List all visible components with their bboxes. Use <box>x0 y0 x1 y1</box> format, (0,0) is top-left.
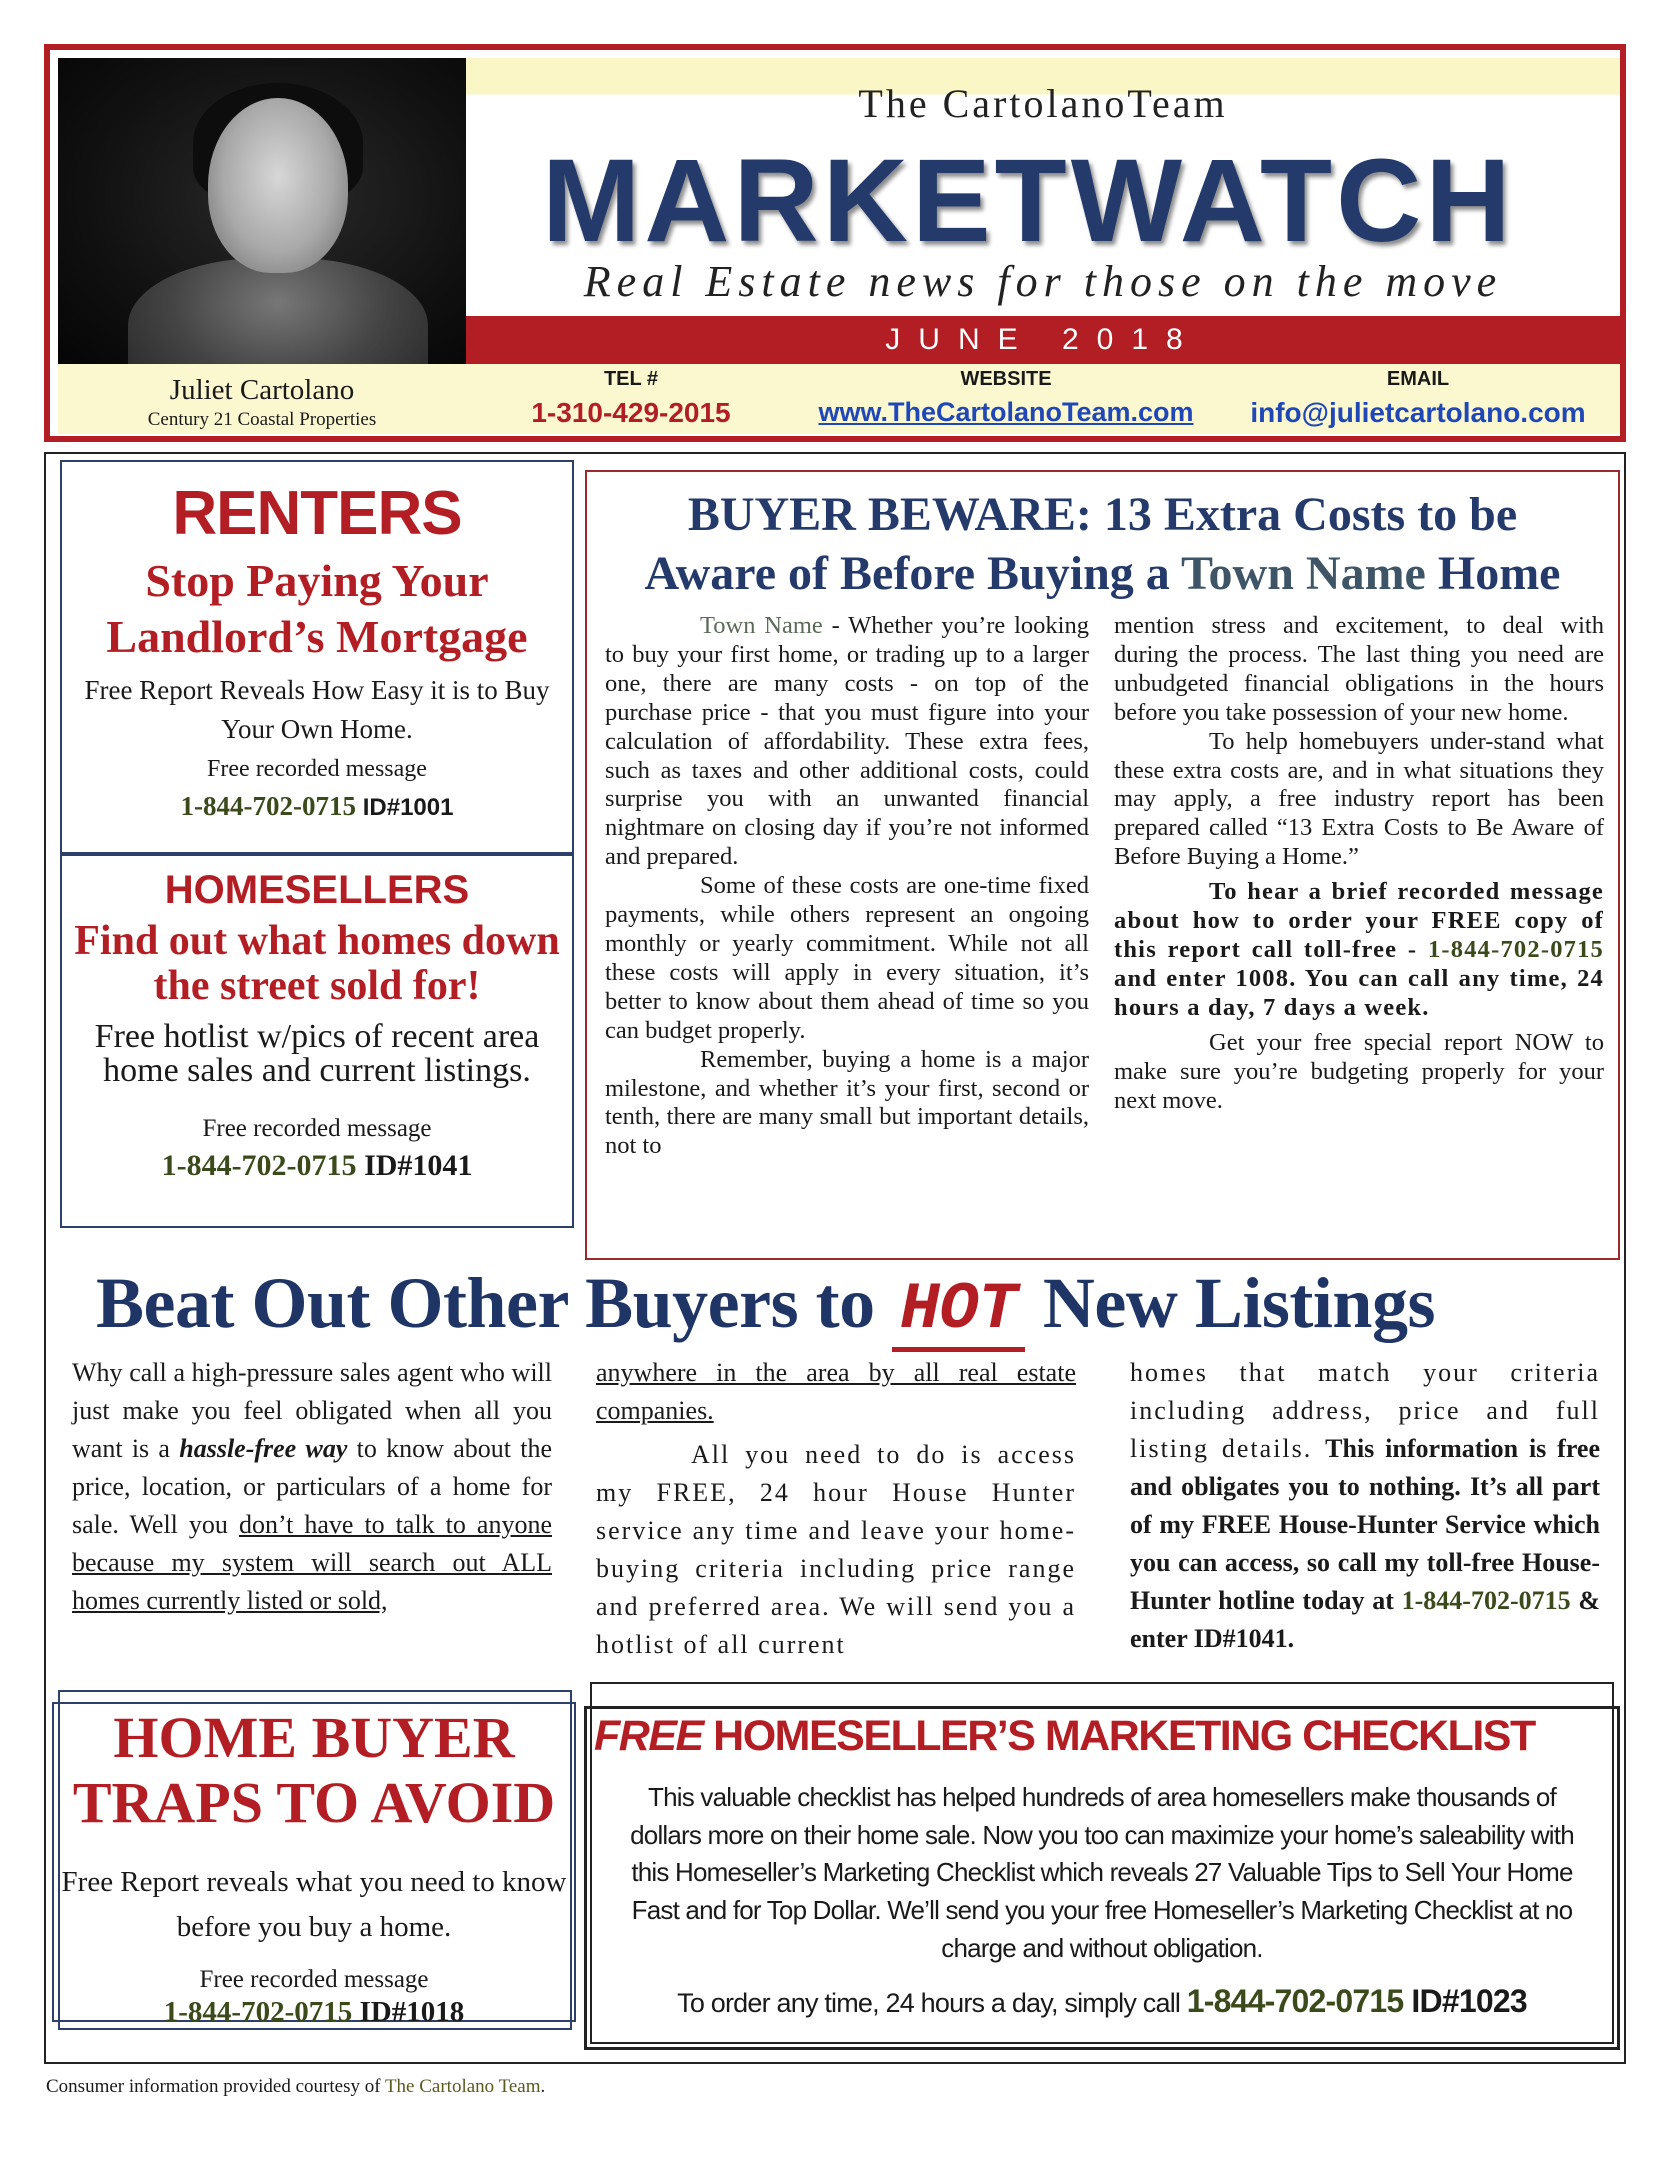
marketing-checklist-ad <box>590 1712 1614 2020</box>
article-title <box>587 486 1618 603</box>
article-call-to-action <box>1114 878 1604 1023</box>
website-block <box>796 364 1216 434</box>
renters-subheading: Stop Paying Your Landlord’s Mortgage <box>106 555 528 663</box>
article-column-1 <box>605 612 1089 1161</box>
footer-team: The Cartolano Team <box>384 2076 541 2097</box>
renters-text: Free Report Reveals How Easy it is to Buy Your Own Home. <box>84 675 550 745</box>
homesellers-ad <box>60 854 574 1228</box>
homesellers-text: Free hotlist w/pics of recent area home sales and current listings. <box>94 1017 540 1090</box>
issue-date: JUNE 2018 <box>466 316 1620 364</box>
col1-underlined: don’t have to talk to anyone because my system will search out ALL homes currently listed or sold, <box>72 1509 552 1615</box>
col2-text: All you need to do is access my FREE, 24 hour House Hunter service any time and leave your home-buying criteria including price range and preferred area. We will send you a hotlist of all current <box>596 1439 1076 1659</box>
agent-photo <box>58 58 466 364</box>
article-column-2 <box>1114 612 1604 1115</box>
article-paragraph <box>605 612 1089 872</box>
checklist-order-text: To order any time, 24 hours a day, simply call <box>677 1988 1187 2019</box>
title-town-name: Town Name <box>1180 546 1426 600</box>
renters-message-label: Free recorded message <box>207 755 427 782</box>
article-paragraph: Get your free special report NOW to make sure you’re budgeting properly for your next move. <box>1114 1028 1604 1114</box>
checklist-heading <box>590 1712 1614 1761</box>
masthead <box>44 44 1626 442</box>
email-label: EMAIL <box>1386 368 1450 390</box>
team-title: The CartolanoTeam <box>858 81 1228 126</box>
cta-text-end: and enter 1008. You can call any time, 24 hours a day, 7 days a week. <box>1114 964 1604 1021</box>
col2-underlined: anywhere in the area by all real estate companies. <box>596 1358 1076 1425</box>
article-paragraph: To help homebuyers under-stand what these extra costs are, and in what situations they may apply, a free industry report has been prepared called “13 Extra Costs to Be Aware of Before Buying a Home.” <box>1114 727 1604 871</box>
article-paragraph: Some of these costs are one-time fixed payments, while others represent an ongoing monthly or yearly commitment. While not all these costs will apply in every situation, it’s better to know about them ahead of time so you can budget properly. <box>605 872 1089 1044</box>
homesellers-heading: HOMESELLERS <box>164 868 470 912</box>
website-link[interactable]: www.TheCartolanoTeam.com <box>818 397 1194 427</box>
checklist-order <box>590 1983 1614 2020</box>
checklist-phone[interactable]: 1-844-702-0715 <box>1186 1983 1404 2020</box>
tel-label: TEL # <box>603 368 659 390</box>
intro-text: - Whether you’re looking to buy your first home, or trading up to a larger one, there are many costs - on top of the purchase price - that you must figure into your calculation of affordability. These extra fees, such as taxes and other additional costs, could surprise you with an unwanted financial nightmare on closing day if you’re not informed and prepared. <box>605 612 1089 871</box>
footer-end: . <box>540 2076 546 2097</box>
col3-bold: This information is free and obligates you to nothing. It’s all part of my FREE House-Hunter Service which you can access, so call my toll-free House-Hunter hotline today at <box>1130 1433 1600 1615</box>
tagline: Real Estate news for those on the move <box>583 257 1503 306</box>
checklist-free: FREE <box>594 1712 703 1760</box>
renters-phone[interactable]: 1-844-702-0715 <box>180 790 356 821</box>
article-title-line1: BUYER BEWARE: 13 Extra Costs to be <box>687 488 1518 541</box>
agent-info <box>58 364 466 434</box>
hot-listings-column-2 <box>596 1354 1076 1664</box>
traps-id: ID#1018 <box>359 1995 465 2028</box>
hot-listings-column-3 <box>1130 1354 1600 1658</box>
renters-id: ID#1001 <box>362 793 454 821</box>
homesellers-phone[interactable]: 1-844-702-0715 <box>161 1149 357 1183</box>
agent-name: Juliet Cartolano <box>169 374 355 406</box>
homesellers-message-label: Free recorded message <box>202 1115 432 1143</box>
article-title-line2 <box>587 545 1618 604</box>
traps-heading: HOME BUYER TRAPS TO AVOID <box>72 1705 556 1835</box>
article-paragraph: mention stress and excitement, to deal with during the process. The last thing you need are unbudgeted financial obligations in the hours before you take possession of your new home. <box>1114 612 1604 726</box>
homesellers-id: ID#1041 <box>364 1149 473 1183</box>
col1-text-2: to know about the price, location, or particulars of a home for sale. Well you <box>72 1433 553 1539</box>
intro-town-name: Town Name <box>700 612 823 639</box>
tel-block <box>466 364 796 434</box>
col3-id: & enter ID#1041. <box>1130 1585 1600 1653</box>
tel-number[interactable]: 1-310-429-2015 <box>531 397 731 428</box>
traps-message-label: Free recorded message <box>199 1965 429 1993</box>
title-line2-start: Aware of Before Buying a <box>644 546 1181 600</box>
email-block <box>1216 364 1620 434</box>
traps-text: Free Report reveals what you need to know before you buy a home. <box>61 1865 567 1943</box>
checklist-text: This valuable checklist has helped hundreds of area homesellers make thousands of dollars more on their home sale. Now you too can maximize your home’s saleability with this Homeseller’s Marketing Checklist which reveals 27 Valuable Tips to Sell Your Home Fast and for Top Dollar. We’ll send you your free Homeseller’s Marketing Checklist at no charge and without obligation. <box>630 1782 1574 1963</box>
website-label: WEBSITE <box>960 368 1052 390</box>
headline-end: New Listings <box>1025 1263 1435 1343</box>
title-line2-end: Home <box>1425 546 1561 600</box>
article-paragraph: Remember, buying a home is a major milestone, and whether it’s your first, second or tenth, there are many small but important details, not to <box>605 1045 1089 1160</box>
traps-phone[interactable]: 1-844-702-0715 <box>163 1995 353 2028</box>
agent-company: Century 21 Coastal Properties <box>147 409 377 430</box>
hot-word: HOT <box>892 1272 1025 1352</box>
checklist-id: ID#1023 <box>1403 1983 1527 2020</box>
renters-ad <box>60 460 574 854</box>
footer-text: Consumer information provided courtesy of <box>46 2076 385 2097</box>
hot-listings-column-1 <box>72 1354 552 1620</box>
email-link[interactable]: info@julietcartolano.com <box>1250 397 1586 428</box>
footer-credit <box>46 2076 545 2098</box>
col1-text: Why call a high-pressure sales agent who will just make you feel obligated when all you want is a <box>72 1358 552 1463</box>
home-buyer-traps-ad <box>56 1706 572 2029</box>
cta-text: To hear a brief recorded message about how to order your FREE copy of this report call toll-free - <box>1114 878 1604 963</box>
cta-phone[interactable]: 1-844-702-0715 <box>1427 935 1604 963</box>
col1-emphasis: hassle-free way <box>179 1433 348 1463</box>
col3-phone[interactable]: 1-844-702-0715 <box>1401 1585 1571 1615</box>
buyer-beware-article <box>585 470 1620 1260</box>
headline-start: Beat Out Other Buyers to <box>96 1263 893 1343</box>
hot-listings-headline <box>96 1262 1596 1352</box>
renters-heading: RENTERS <box>172 479 462 548</box>
checklist-title: HOMESELLER’S MARKETING CHECKLIST <box>702 1712 1535 1760</box>
homesellers-subheading: Find out what homes down the street sold for! <box>74 918 560 1010</box>
col3-text: homes that match your criteria including address, price and full listing details. <box>1130 1358 1600 1463</box>
marketwatch-logo: MARKETWATCH <box>542 135 1515 267</box>
newsletter-title-block <box>466 58 1620 364</box>
